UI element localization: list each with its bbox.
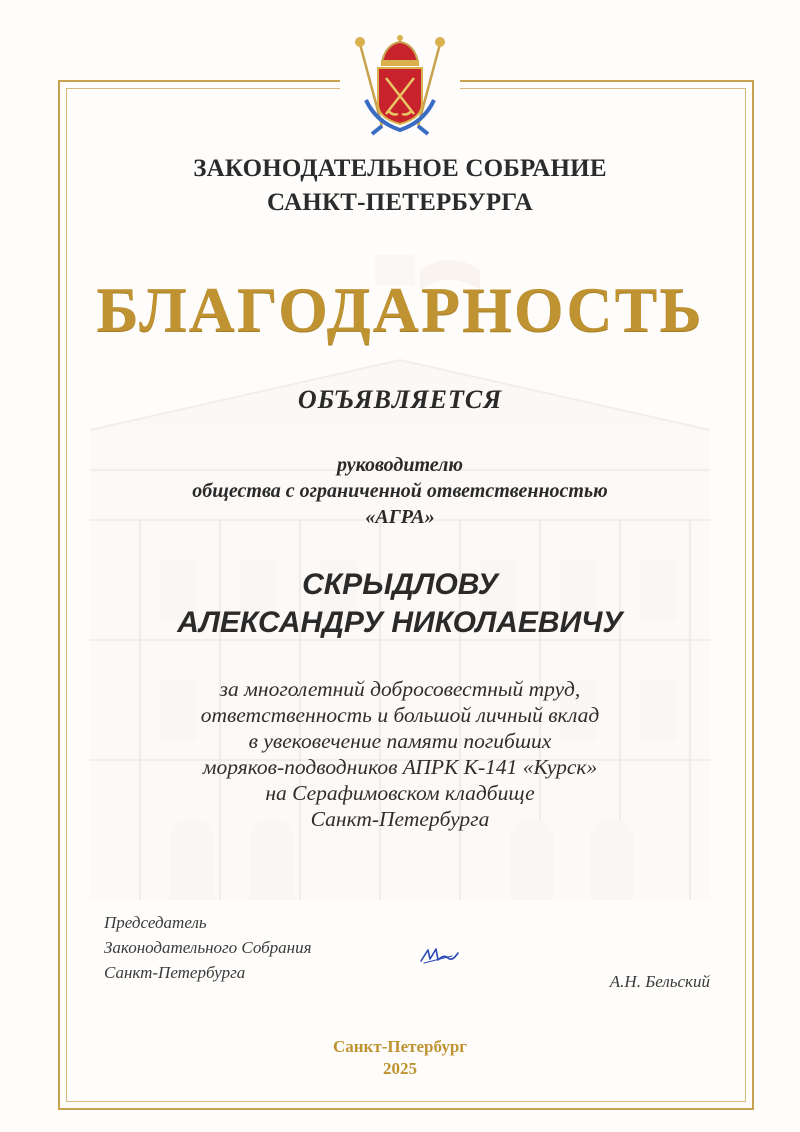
person-surname: СКРЫДЛОВУ — [302, 568, 498, 601]
signatory-position — [104, 910, 312, 985]
handwritten-signature-icon — [418, 944, 460, 966]
recipient-line-3: «АГРА» — [365, 506, 435, 528]
saint-petersburg-coat-of-arms-icon — [352, 30, 448, 138]
signatory-position-line-2: Законодательного Собрания — [104, 938, 312, 957]
reason-line: в увековечение памяти погибших — [248, 729, 552, 753]
person-given-name: АЛЕКСАНДРУ НИКОЛАЕВИЧУ — [177, 606, 623, 639]
reason-line: Санкт-Петербурга — [310, 807, 490, 831]
organization-name — [70, 152, 730, 220]
reason-line: моряков-подводников АПРК К-141 «Курск» — [202, 755, 598, 779]
reason-line: на Серафимовском кладбище — [265, 781, 535, 805]
recipient-line-2: общества с ограниченной ответственностью — [192, 480, 608, 502]
reason-line: ответственность и большой личный вклад — [200, 703, 600, 727]
reason-text — [70, 676, 730, 832]
footer-city: Санкт-Петербург — [332, 1037, 468, 1056]
signatory-name: А.Н. Бельский — [609, 972, 710, 991]
footer-place-date — [70, 1036, 730, 1080]
person-name — [70, 566, 730, 642]
recipient-block — [70, 452, 730, 530]
signatory-position-line-3: Санкт-Петербурга — [104, 963, 246, 982]
footer-year: 2025 — [383, 1059, 417, 1078]
organization-line-2: САНКТ-ПЕТЕРБУРГА — [267, 189, 533, 216]
announcement: ОБЪЯВЛЯЕТСЯ — [297, 385, 503, 414]
organization-line-1: ЗАКОНОДАТЕЛЬНОЕ СОБРАНИЕ — [193, 155, 607, 182]
reason-line: за многолетний добросовестный труд, — [219, 677, 581, 701]
signatory-position-line-1: Председатель — [104, 913, 207, 932]
recipient-line-1: руководителю — [337, 454, 463, 476]
certificate-title: БЛАГОДАРНОСТЬ — [96, 274, 704, 345]
